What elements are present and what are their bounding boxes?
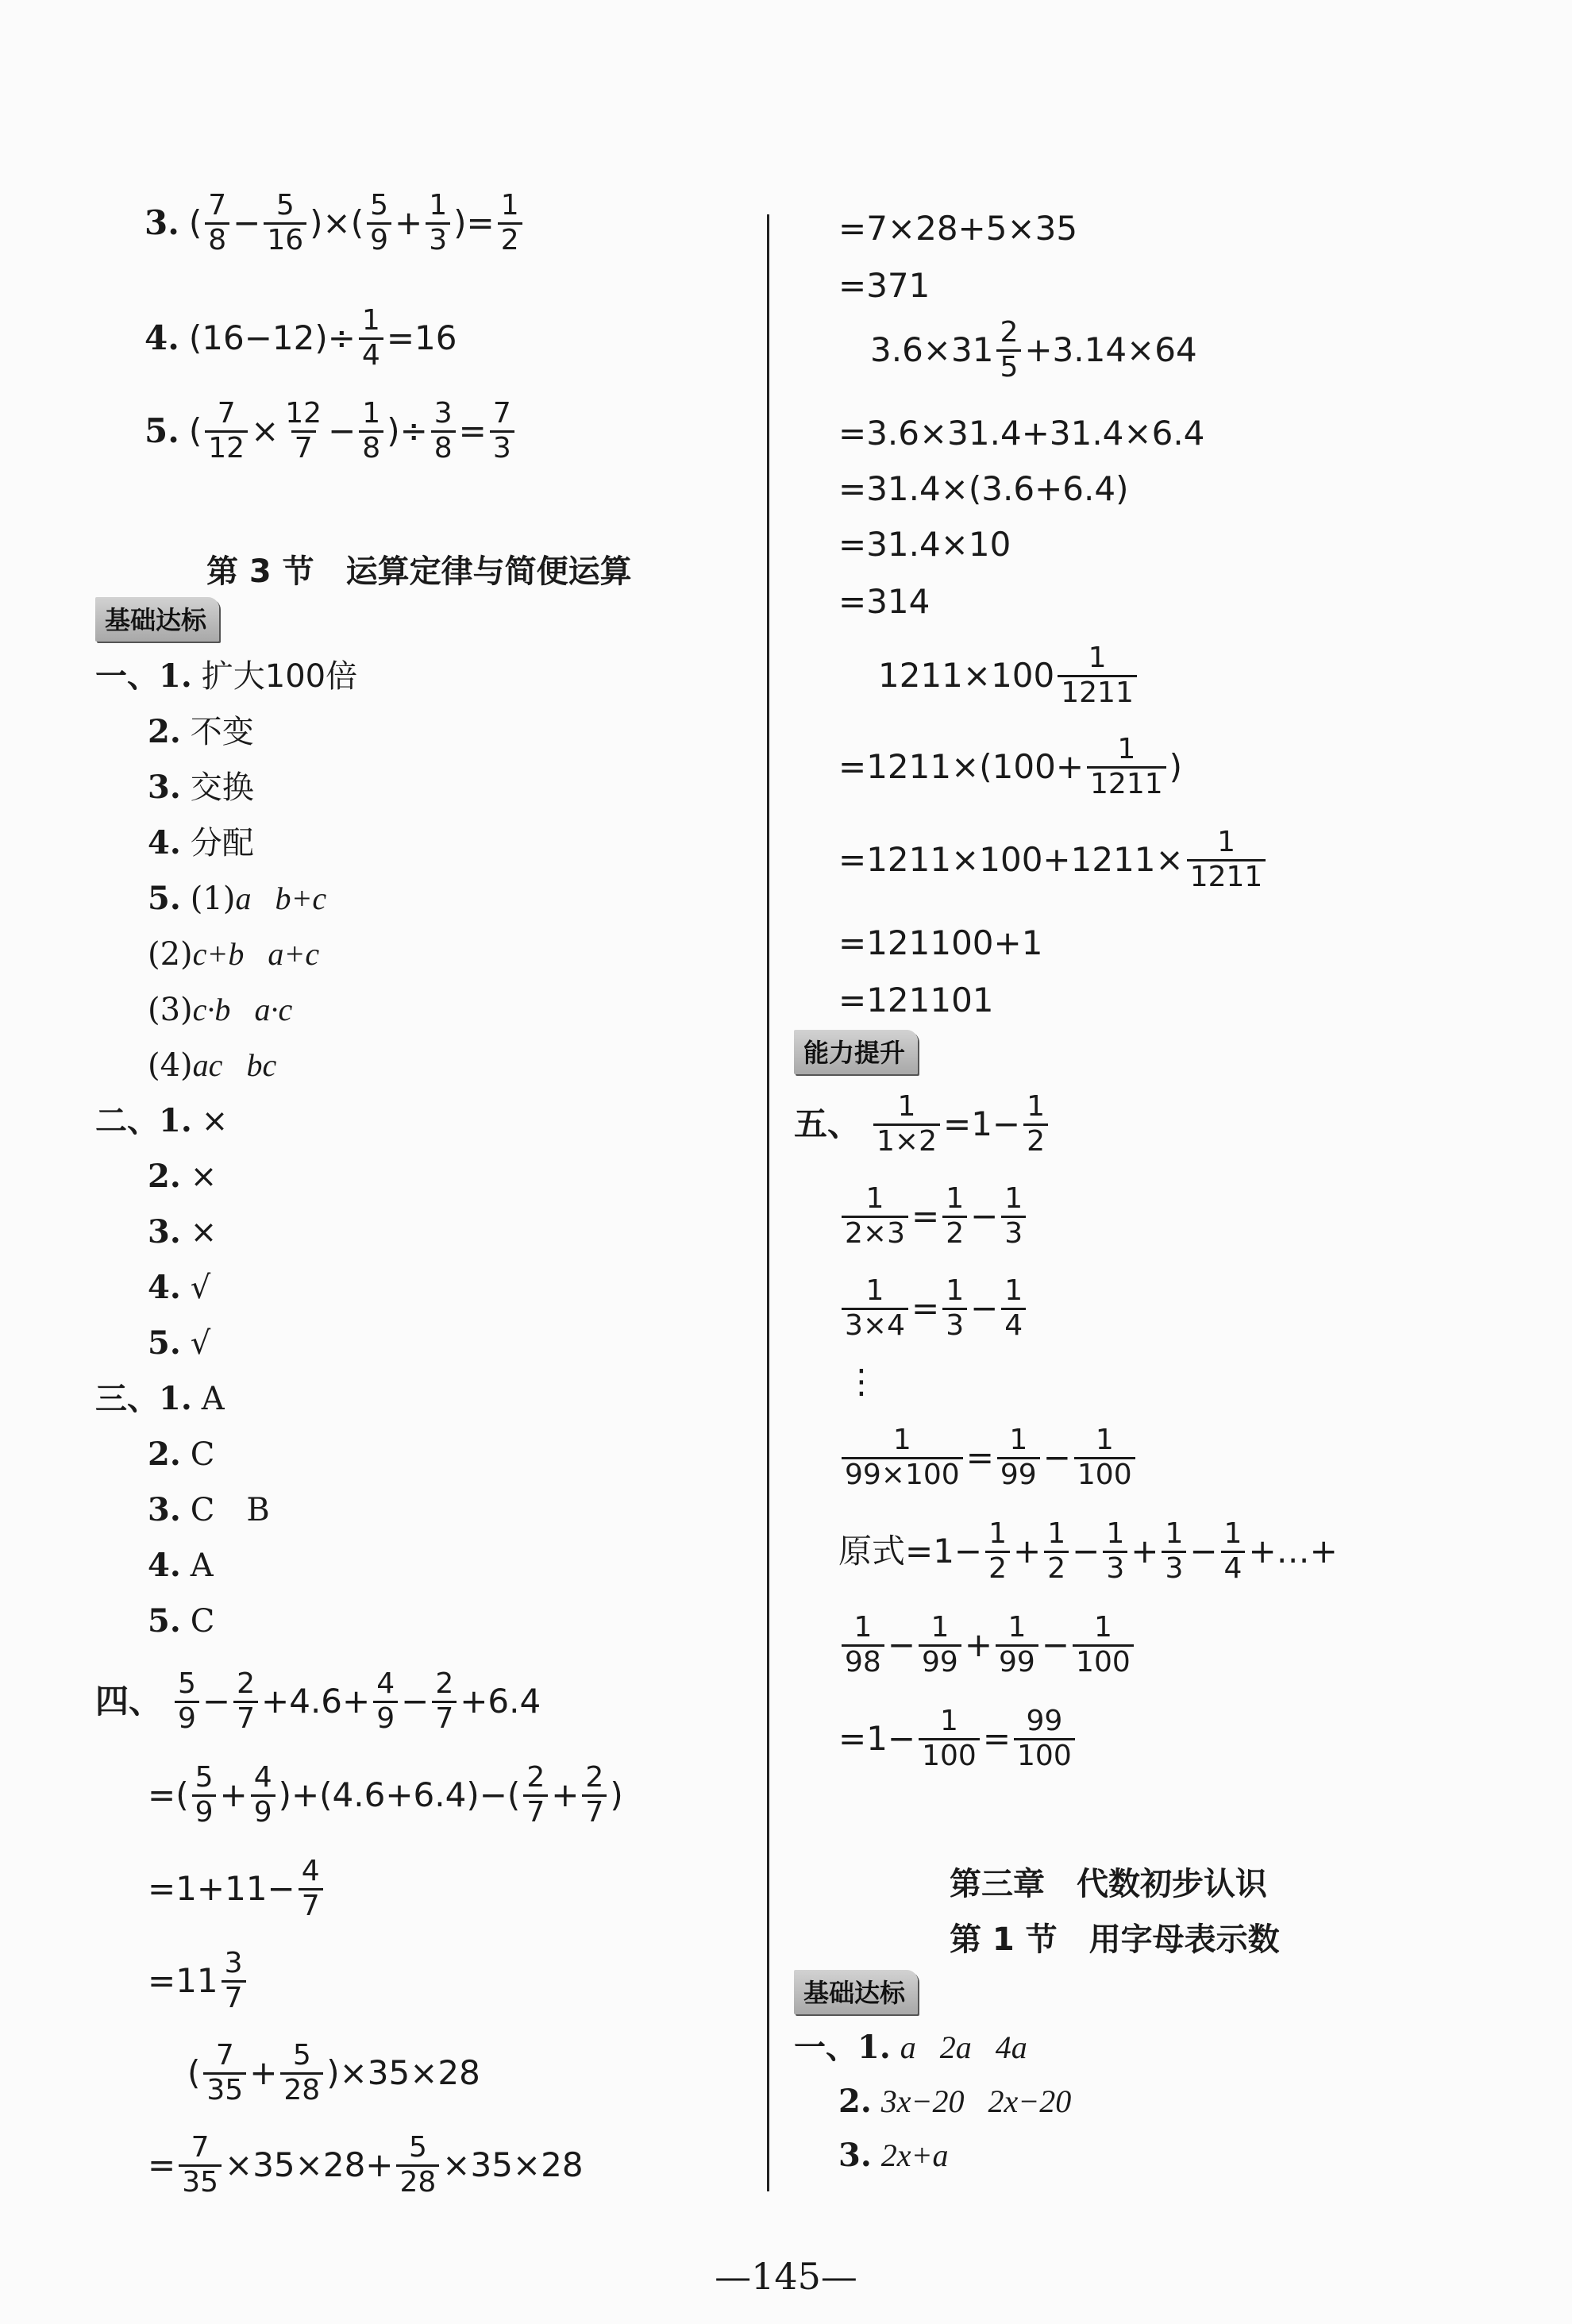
- answer-line: $\frac{1}{99\times 100}$ = $\frac{1}{99}$ − $\frac{1}{100}$: [838, 1425, 1139, 1491]
- answer-line: $\frac{1}{98}$ − $\frac{1}{99}$ + $\frac{1}{99}$ − $\frac{1}{100}$: [838, 1613, 1137, 1678]
- answer-line: 二、1. ×: [95, 1102, 229, 1139]
- answer-line: 3. C B: [148, 1491, 270, 1528]
- answer-line: =31.4×(3.6+6.4): [838, 469, 1129, 508]
- basic-level-badge: 基础达标: [794, 1970, 918, 2014]
- answer-line: 2. ×: [148, 1158, 218, 1195]
- answer-line: 1211×100 $\frac{1}{1211}$: [878, 643, 1140, 709]
- answer-line: =121101: [838, 981, 994, 1019]
- page-number: —145—: [715, 2255, 857, 2298]
- answer-line: =11 $\frac{3}{7}$: [148, 1948, 249, 2014]
- answer-line: =1− $\frac{1}{100}$ = $\frac{99}{100}$: [838, 1706, 1078, 1772]
- answer-line: 一、1. a 2a 4a: [794, 2029, 1027, 2066]
- answer-line: 5. ( $\frac{7}{12}$ × $\frac{12}{7}$ − $\frac{1}{8}$ )÷ $\frac{3}{8}$ = $\frac{7}{3}$: [144, 399, 518, 464]
- answer-line: (2) c+b a+c: [148, 936, 320, 973]
- answer-line: = $\frac{7}{35}$ ×35×28+ $\frac{5}{28}$ ×35×28: [148, 2131, 584, 2199]
- answer-line: 3. ×: [148, 1213, 218, 1251]
- answer-line: =314: [838, 582, 930, 621]
- advanced-level-badge: 能力提升: [794, 1030, 918, 1074]
- answer-line: $\frac{1}{3\times 4}$ = $\frac{1}{3}$ − $\frac{1}{4}$: [838, 1276, 1029, 1342]
- answer-line: (4) ac bc: [148, 1047, 277, 1084]
- column-divider: [767, 214, 769, 2191]
- answer-line: 2. 不变: [148, 713, 254, 750]
- answer-line: 5. C: [148, 1602, 215, 1640]
- answer-line: 5. (1) a b+c: [148, 880, 327, 917]
- answer-line: 4. (16−12)÷ $\frac{1}{4}$ =16: [144, 304, 457, 372]
- answer-line: =121100+1: [838, 923, 1043, 962]
- answer-line: 4. 分配: [148, 824, 254, 861]
- answer-line: =1211×(100+ $\frac{1}{1211}$ ): [838, 733, 1183, 800]
- answer-line: 3. 交换: [148, 769, 254, 806]
- answer-line: =7×28+5×35: [838, 209, 1078, 248]
- answer-line: 四、 $\frac{5}{9}$ − $\frac{2}{7}$ +4.6+ $\frac{4}{9}$ − $\frac{2}{7}$ +6.4: [95, 1667, 541, 1735]
- answer-line: 3. 2x+a: [838, 2137, 949, 2174]
- answer-line: 4. √: [148, 1269, 211, 1306]
- answer-line: 3.6×31 $\frac{2}{5}$ +3.14×64: [870, 316, 1197, 383]
- answer-line: 5. √: [148, 1324, 211, 1362]
- answer-line: $\frac{1}{2\times 3}$ = $\frac{1}{2}$ − $\frac{1}{3}$: [838, 1184, 1029, 1250]
- section-title: 第 3 节 运算定律与简便运算: [206, 553, 632, 590]
- section-title: 第 1 节 用字母表示数: [950, 1921, 1280, 1958]
- answer-line: 3. ( $\frac{7}{8}$ − $\frac{5}{16}$ )×( $\frac{5}{9}$ + $\frac{1}{3}$ )= $\frac{1}{2}$: [144, 191, 526, 256]
- answer-line: =1211×100+1211× $\frac{1}{1211}$: [838, 827, 1269, 893]
- answer-line: (3) c·b a·c: [148, 992, 293, 1028]
- answer-line: 五、 $\frac{1}{1\times 2}$ =1− $\frac{1}{2}$: [794, 1092, 1051, 1158]
- answer-line: =371: [838, 266, 930, 305]
- answer-line: 4. A: [148, 1547, 214, 1584]
- ellipsis-dots: ⋮: [845, 1362, 878, 1401]
- answer-line: 2. C: [148, 1436, 215, 1473]
- answer-line: 2. 3x−20 2x−20: [838, 2083, 1072, 2120]
- answer-line: 原式=1− $\frac{1}{2}$ + $\frac{1}{2}$ − $\frac{1}{3}$ + $\frac{1}{3}$ − $\frac{1}{4}$ +…+: [838, 1517, 1338, 1585]
- answer-line: 三、1. A: [95, 1380, 225, 1417]
- basic-level-badge: 基础达标: [95, 597, 219, 642]
- answer-line: ( $\frac{7}{35}$ + $\frac{5}{28}$ )×35×28: [187, 2039, 480, 2106]
- answer-line: =31.4×10: [838, 525, 1011, 564]
- answer-line: =1+11− $\frac{4}{7}$: [148, 1856, 326, 1922]
- answer-line: =( $\frac{5}{9}$ + $\frac{4}{9}$ )+(4.6+6.4)−( $\frac{2}{7}$ + $\frac{2}{7}$ ): [148, 1761, 623, 1829]
- chapter-title: 第三章 代数初步认识: [950, 1866, 1267, 1902]
- answer-line: 一、1. 扩大100倍: [95, 657, 358, 695]
- answer-line: =3.6×31.4+31.4×6.4: [838, 414, 1205, 453]
